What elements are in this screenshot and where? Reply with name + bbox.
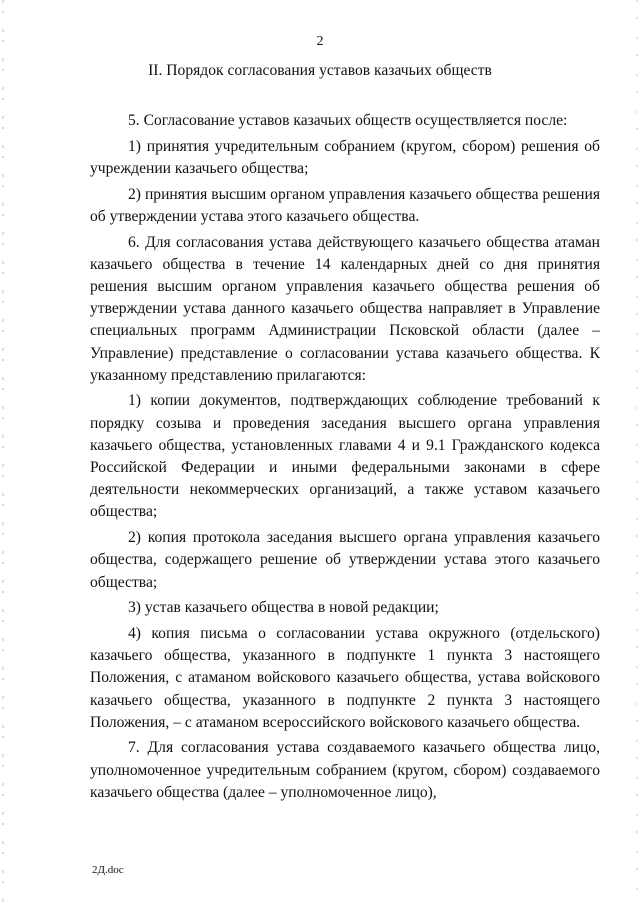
paragraph-7: 7. Для согласования устава создаваемого казачьего общества лицо, уполномоченное учредительным собранием (кругом, сбором) создаваемого казачьего общества (далее – уполномоченное лицо), (90, 739, 600, 801)
paragraph-6-item-1: 1) копии документов, подтверждающих соблюдение требований к порядку созыва и проведения заседания высшего органа управления казачьего общества, установленных главами 4 и 9.1 Гражданского кодекса Российской Федерации и иными федеральными законами в сфере деятельности некоммерческих организаций, а также уставом казачьего общества; (90, 392, 600, 521)
page-number: 2 (316, 34, 324, 49)
scan-edge-left (2, 0, 4, 905)
paragraph-6-item-4: 4) копия письма о согласовании устава окружного (отдельского) казачьего общества, указанного в подпункте 1 пункта 3 настоящего Положения, с атаманом войскового казачьего общества, устава войскового казачьего общества, указанного в подпункте 2 пункта 3 настоящего Положения, – с атаманом всероссийского войскового казачьего общества. (90, 624, 600, 731)
paragraph-6: 6. Для согласования устава действующего казачьего общества атаман казачьего общества в течение 14 календарных дней со дня принятия решения высшим органом управления казачьего общества решения об утверждении устава данного казачьего общества направляет в Управление специальных программ Администрации Псковской области (далее – Управление) представление о согласовании устава казачьего общества. К указанному представлению прилагаются: (90, 233, 600, 384)
paragraph-5: 5. Согласование уставов казачьих обществ осуществляется после: (128, 112, 568, 129)
document-body (90, 110, 600, 808)
paragraph-6-item-2: 2) копия протокола заседания высшего органа управления казачьего общества, содержащего решение об утверждении устава этого казачьего общества; (90, 529, 600, 591)
paragraph-5-item-2: 2) принятия высшим органом управления казачьего общества решения об утверждении устава этого казачьего общества. (90, 185, 600, 225)
scan-edge-right (636, 0, 638, 905)
paragraph-5-item-1: 1) принятия учредительным собранием (кругом, сбором) решения об учреждении казачьего общества; (90, 137, 600, 177)
footer-filename: 2Д.doc (92, 864, 124, 876)
paragraph-6-item-3: 3) устав казачьего общества в новой редакции; (128, 599, 439, 617)
section-title: II. Порядок согласования уставов казачьих обществ (148, 62, 492, 79)
